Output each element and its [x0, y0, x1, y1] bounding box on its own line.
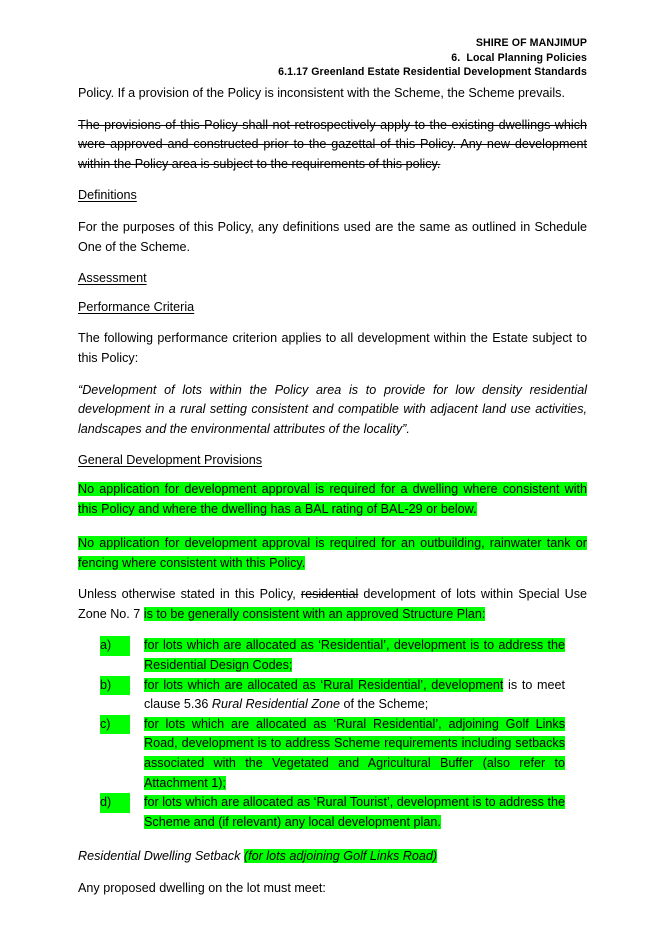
heading-definitions: Definitions	[78, 188, 137, 203]
setback-heading-plain: Residential Dwelling Setback	[78, 849, 244, 864]
unless-text-part1: Unless otherwise stated in this Policy,	[78, 587, 301, 602]
paragraph-closing-line: Any proposed dwelling on the lot must meet:	[78, 881, 326, 895]
heading-performance-criteria: Performance Criteria	[78, 299, 195, 314]
unless-text-highlight: is to be generally consistent with an approved Structure Plan:	[143, 606, 486, 621]
list-marker-a: a)	[100, 636, 130, 656]
list-marker-d: d)	[100, 793, 130, 813]
paragraph-intro-continued: Policy. If a provision of the Policy is inconsistent with the Scheme, the Scheme prevails.	[78, 86, 565, 100]
page-header	[78, 36, 587, 80]
heading-general-development-provisions: General Development Provisions	[78, 453, 263, 468]
highlight-text-outbuilding: No application for development approval is required for an outbuilding, rainwater tank or fencing where consistent with this Policy.	[78, 536, 587, 570]
paragraph-performance-intro: The following performance criterion applies to all development within the Estate subject to this Policy:	[78, 331, 587, 365]
setback-heading-highlight: (for lots adjoining Golf Links Road)	[243, 849, 438, 864]
heading-assessment: Assessment	[78, 271, 147, 286]
list-text-b-tail-pre: is to meet clause 5.36	[144, 677, 565, 712]
list-text-a: for lots which are allocated as ‘Residential’, development is to address the Residential Design Codes;	[144, 638, 565, 673]
list-text-d: for lots which are allocated as ‘Rural Tourist’, development is to address the Scheme and (if relevant) any local development plan.	[144, 795, 565, 829]
paragraph-struck-provisions: The provisions of this Policy shall not retrospectively apply to the existing dwellings which were approved and constructed prior to the gazettal of this Policy. Any new development within the Policy area is subject to the requirements of this policy.	[78, 117, 587, 171]
list-text-b-tail-post: of the Scheme;	[340, 697, 429, 712]
header-line-shire: SHIRE OF MANJIMUP	[475, 37, 587, 49]
paragraph-performance-quote: “Development of lots within the Policy area is to provide for low density residential development in a rural setting consistent and compatible with adjacent land use activities, landscapes and the environmental attributes of the locality”.	[78, 382, 587, 436]
unless-text-part2: development of lots within Special Use Zone No. 7	[78, 587, 587, 621]
heading-residential-dwelling-setback	[78, 847, 587, 867]
list-item	[100, 793, 565, 832]
document-body	[78, 84, 587, 899]
list-text-c: for lots which are allocated as ‘Rural Residential’, adjoining Golf Links Road, development is to address Scheme requirements including setbacks associated with the Vegetated and Agricultural Buffer (also refer to Attachment 1);	[144, 716, 565, 790]
list-item	[100, 636, 565, 675]
paragraph-unless-otherwise-stated	[78, 585, 587, 624]
highlight-text-dwelling: No application for development approval is required for a dwelling where consistent with this Policy and where the dwelling has a BAL rating of BAL-29 or below.	[78, 481, 587, 516]
list-item	[100, 715, 565, 793]
list-marker-c: c)	[100, 715, 130, 735]
list-marker-b: b)	[100, 676, 130, 696]
list-text-b-highlighted: for lots which are allocated as ‘Rural Residential’, development	[144, 677, 504, 692]
unless-text-struck-residential: residential	[300, 587, 359, 602]
header-line-section: 6. Local Planning Policies	[451, 51, 587, 64]
paragraph-highlight-dwelling	[78, 480, 587, 519]
list-item	[100, 676, 565, 715]
paragraph-highlight-outbuilding	[78, 534, 587, 573]
list-text-b-tail-italic: Rural Residential Zone	[211, 697, 341, 712]
paragraph-definitions-body: For the purposes of this Policy, any definitions used are the same as outlined in Schedule One of the Scheme.	[78, 219, 587, 254]
provision-list-wrapper	[78, 636, 565, 832]
provision-list	[78, 636, 565, 832]
header-line-policy: 6.1.17 Greenland Estate Residential Development Standards	[278, 66, 587, 79]
